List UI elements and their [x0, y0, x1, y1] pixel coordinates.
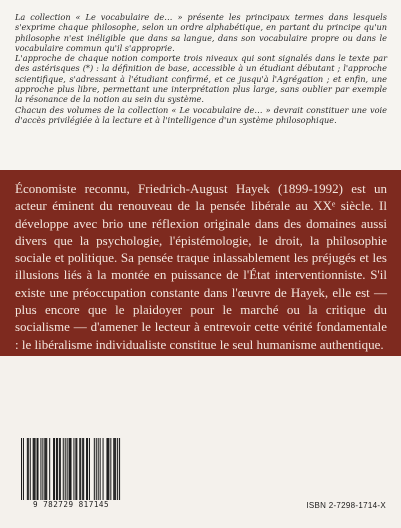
barcode-bar	[83, 438, 84, 500]
barcode-bar	[70, 438, 71, 500]
barcode-bar	[34, 438, 35, 500]
barcode-bar	[117, 438, 118, 500]
barcode-bar	[113, 438, 114, 500]
barcode-bar	[82, 438, 83, 500]
barcode-bar	[54, 438, 55, 500]
barcode-bar	[114, 438, 115, 500]
barcode-bar	[79, 438, 80, 500]
barcode-bar	[75, 438, 76, 500]
barcode-bar	[106, 438, 107, 500]
barcode-bar	[69, 438, 70, 500]
barcode-bar	[35, 438, 36, 500]
barcode-bar	[86, 438, 87, 500]
barcode-bar	[110, 438, 111, 500]
collection-paragraph-2: L'approche de chaque notion comporte trois niveaux qui sont signalés dans le texte par des astérisques (*) : la définition de base, accessible à un étudiant débutant ; l'approche scientifique, s'adressant à l'étudiant confirmé, et ce jusqu'à l'Agrégation ; et enfin, une approche plus libre, permettant une interprétation plus large, sans oublier par exemple la résonance de la notion au sein du système.	[15, 53, 387, 105]
barcode-bar	[67, 438, 68, 500]
barcode-bar	[21, 438, 22, 500]
barcode-bar	[53, 438, 54, 500]
barcode-bar	[108, 438, 109, 500]
isbn-label: ISBN 2-7298-1714-X	[306, 501, 386, 510]
back-cover-blurb: Économiste reconnu, Friedrich-August Hayek (1899-1992) est un acteur éminent du renouveau de la pensée libérale au XXᵉ siècle. Il développe avec brio une réflexion originale dans des domaines aussi divers que la psychologie, l'épistémologie, le droit, la philosophie sociale et politique. Sa pensée traque inlassablement les préjugés et les illusions liés à la montée en puissance de l'État interventionniste. S'il existe une préoccupation constante dans l'œuvre de Hayek, elle est — plus encore que le plaidoyer pour le marché ou la critique du socialisme — d'amener le lecteur à entrevoir cette vérité fondamentale : le libéralisme individualiste constitue le seul humanisme authentique.	[15, 181, 387, 352]
barcode-bar	[57, 438, 58, 500]
collection-description-panel	[0, 0, 401, 170]
barcode-bar	[96, 438, 97, 500]
barcode-bar	[30, 438, 31, 500]
barcode-bars	[15, 438, 127, 500]
barcode-bar	[98, 438, 99, 500]
collection-description	[15, 12, 387, 125]
barcode-bar	[42, 438, 43, 500]
barcode-bar	[80, 438, 81, 500]
barcode-bar	[115, 438, 116, 500]
collection-paragraph-3: Chacun des volumes de la collection « Le vocabulaire de… » devrait constituer une voie d'accès privilégiée à la lecture et à l'intelligence d'un système philosophique.	[15, 104, 387, 125]
barcode-bar	[107, 438, 108, 500]
barcode-bar	[119, 438, 120, 500]
barcode-bar	[60, 438, 61, 500]
barcode-bar	[103, 438, 104, 500]
barcode-bar	[33, 438, 34, 500]
barcode-bar	[89, 438, 90, 500]
barcode-bar	[23, 438, 24, 500]
barcode-number: 9 782729 817145	[15, 500, 127, 510]
barcode-bar	[44, 438, 45, 500]
barcode-bar	[49, 438, 50, 500]
barcode-bar	[27, 438, 28, 500]
barcode-bar	[87, 438, 88, 500]
barcode-bar	[73, 438, 74, 500]
barcode-bar	[46, 438, 47, 500]
barcode-bar	[65, 438, 66, 500]
barcode-bar	[38, 438, 39, 500]
barcode-bar	[59, 438, 60, 500]
barcode-bar	[71, 438, 72, 500]
barcode-bar	[56, 438, 57, 500]
barcode-bar	[63, 438, 64, 500]
barcode-bar	[94, 438, 95, 500]
barcode-bar	[40, 438, 41, 500]
collection-paragraph-1: La collection « Le vocabulaire de… » présente les principaux termes dans lesquels s'exprime chaque philosophe, selon un ordre alphabétique, en partant du principe qu'un philosophe n'est inéligible que dans sa langue, dans son vocabulaire propre ou dans le vocabulaire commun qu'il s'approprie.	[15, 12, 387, 53]
barcode-bar	[28, 438, 29, 500]
barcode-bar	[45, 438, 46, 500]
barcode-bar	[37, 438, 38, 500]
barcode-bar	[76, 438, 77, 500]
barcode-bar	[100, 438, 101, 500]
